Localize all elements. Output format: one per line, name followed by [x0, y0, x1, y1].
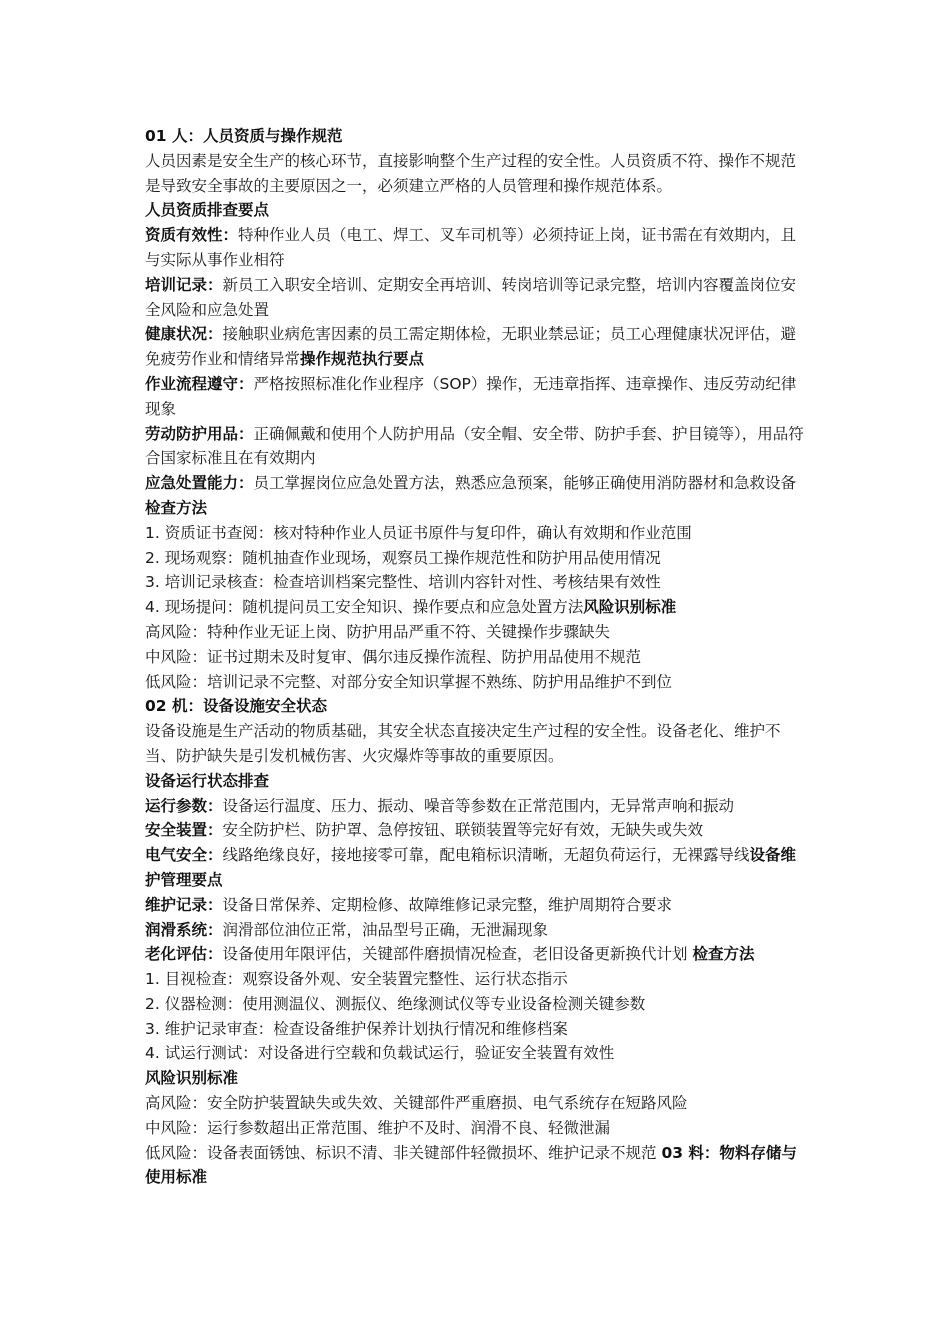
bold-text: 应急处置能力： — [145, 474, 254, 493]
body-text: 1. 资质证书查阅：核对特种作业人员证书原件与复印件，确认有效期和作业范围 — [145, 523, 692, 542]
body-text: 设备设施是生产活动的物质基础，其安全状态直接决定生产过程的安全性。设备老化、维护不当、防护缺失是引发机械伤害、火灾爆炸等事故的重要原因。 — [145, 722, 781, 765]
document-body — [145, 124, 809, 1190]
body-text: 安全防护栏、防护罩、急停按钮、联锁装置等完好有效，无缺失或失效 — [222, 821, 704, 840]
paragraph — [145, 1017, 809, 1042]
body-text: 设备运行温度、压力、振动、噪音等参数在正常范围内，无异常声响和振动 — [222, 796, 735, 815]
bold-text: 培训记录： — [145, 275, 223, 294]
paragraph — [145, 843, 809, 893]
bold-text: 维护记录： — [145, 895, 223, 914]
paragraph — [145, 967, 809, 992]
bold-text: 作业流程遵守： — [145, 374, 254, 393]
body-text: 1. 目视检查：观察设备外观、安全装置完整性、运行状态指示 — [145, 970, 568, 989]
body-text: 高风险：特种作业无证上岗、防护用品严重不符、关键操作步骤缺失 — [145, 622, 611, 641]
bold-text: 人员资质排查要点 — [145, 201, 270, 220]
paragraph — [145, 521, 809, 546]
paragraph — [145, 1141, 809, 1191]
paragraph — [145, 570, 809, 595]
body-text: 低风险：培训记录不完整、对部分安全知识掌握不熟练、防护用品维护不到位 — [145, 672, 673, 691]
body-text: 接触职业病危害因素的员工需定期体检，无职业禁忌证；员工心理健康状况评估，避免疲劳作业和情绪异常 — [145, 325, 797, 369]
paragraph — [145, 769, 809, 794]
paragraph — [145, 694, 809, 719]
paragraph — [145, 719, 809, 769]
body-text: 严格按照标准化作业程序（SOP）操作，无违章指挥、违章操作、违反劳动纪律现象 — [145, 374, 797, 418]
paragraph — [145, 645, 809, 670]
paragraph — [145, 1066, 809, 1091]
bold-text: 03 料：物料存储与使用标准 — [145, 1143, 797, 1187]
bold-text: 设备运行状态排查 — [145, 771, 270, 790]
body-text: 员工掌握岗位应急处置方法，熟悉应急预案，能够正确使用消防器材和急救设备 — [253, 474, 797, 493]
bold-text: 风险识别标准 — [583, 598, 677, 617]
paragraph — [145, 918, 809, 943]
paragraph — [145, 794, 809, 819]
paragraph — [145, 471, 809, 521]
body-text: 正确佩戴和使用个人防护用品（安全帽、安全带、防护手套、护目镜等），用品符合国家标准且在有效期内 — [145, 424, 804, 468]
bold-text: 检查方法 — [145, 498, 208, 517]
bold-text: 检查方法 — [692, 945, 755, 964]
body-text: 润滑部位油位正常，油品型号正确，无泄漏现象 — [222, 920, 549, 939]
paragraph — [145, 670, 809, 695]
paragraph — [145, 124, 809, 149]
bold-text: 运行参数： — [145, 796, 223, 815]
bold-text: 设备维护管理要点 — [145, 846, 797, 889]
bold-text: 01 人：人员资质与操作规范 — [145, 127, 343, 145]
bold-text: 02 机：设备设施安全状态 — [145, 697, 327, 716]
body-text: 2. 现场观察：随机抽查作业现场，观察员工操作规范性和防护用品使用情况 — [145, 548, 661, 567]
paragraph — [145, 1116, 809, 1141]
body-text: 低风险：设备表面锈蚀、标识不清、非关键部件轻微损坏、维护记录不规范 — [145, 1143, 662, 1162]
paragraph — [145, 322, 809, 372]
bold-text: 资质有效性： — [145, 226, 239, 245]
body-text: 3. 维护记录审查：检查设备维护保养计划执行情况和维修档案 — [145, 1019, 568, 1038]
paragraph — [145, 595, 809, 620]
body-text: 设备日常保养、定期检修、故障维修记录完整，维护周期符合要求 — [222, 895, 673, 914]
bold-text: 安全装置： — [145, 821, 223, 840]
bold-text: 健康状况： — [145, 325, 223, 344]
body-text: 高风险：安全防护装置缺失或失效、关键部件严重磨损、电气系统存在短路风险 — [145, 1094, 688, 1113]
body-text: 2. 仪器检测：使用测温仪、测振仪、绝缘测试仪等专业设备检测关键参数 — [145, 994, 646, 1013]
body-text: 新员工入职安全培训、定期安全再培训、转岗培训等记录完整，培训内容覆盖岗位安全风险和应急处置 — [145, 275, 797, 319]
body-text: 设备使用年限评估，关键部件磨损情况检查，老旧设备更新换代计划 — [222, 945, 693, 964]
paragraph — [145, 372, 809, 422]
body-text: 4. 试运行测试：对设备进行空载和负载试运行，验证安全装置有效性 — [145, 1044, 615, 1063]
bold-text: 电气安全： — [145, 846, 223, 865]
body-text: 中风险：证书过期未及时复审、偶尔违反操作流程、防护用品使用不规范 — [145, 647, 642, 666]
body-text: 特种作业人员（电工、焊工、叉车司机等）必须持证上岗，证书需在有效期内，且与实际从事作业相符 — [145, 226, 797, 269]
body-text: 线路绝缘良好，接地接零可靠，配电箱标识清晰，无超负荷运行，无裸露导线 — [222, 846, 750, 865]
bold-text: 润滑系统： — [145, 920, 223, 939]
body-text: 人员因素是安全生产的核心环节，直接影响整个生产过程的安全性。人员资质不符、操作不规范是导致安全事故的主要原因之一，必须建立严格的人员管理和操作规范体系。 — [145, 151, 797, 195]
paragraph — [145, 1041, 809, 1066]
paragraph — [145, 546, 809, 571]
bold-text: 老化评估： — [145, 945, 223, 964]
body-text: 中风险：运行参数超出正常范围、维护不及时、润滑不良、轻微泄漏 — [145, 1118, 611, 1137]
paragraph — [145, 818, 809, 843]
body-text: 4. 现场提问：随机提问员工安全知识、操作要点和应急处置方法 — [145, 598, 584, 617]
paragraph — [145, 620, 809, 645]
paragraph — [145, 992, 809, 1017]
paragraph — [145, 1091, 809, 1116]
paragraph — [145, 273, 809, 323]
bold-text: 劳动防护用品： — [145, 424, 254, 443]
bold-text: 操作规范执行要点 — [300, 350, 425, 369]
paragraph — [145, 942, 809, 967]
paragraph — [145, 149, 809, 199]
paragraph — [145, 223, 809, 273]
paragraph — [145, 893, 809, 918]
paragraph — [145, 198, 809, 223]
bold-text: 风险识别标准 — [145, 1069, 239, 1088]
paragraph — [145, 422, 809, 472]
body-text: 3. 培训记录核查：检查培训档案完整性、培训内容针对性、考核结果有效性 — [145, 573, 661, 592]
